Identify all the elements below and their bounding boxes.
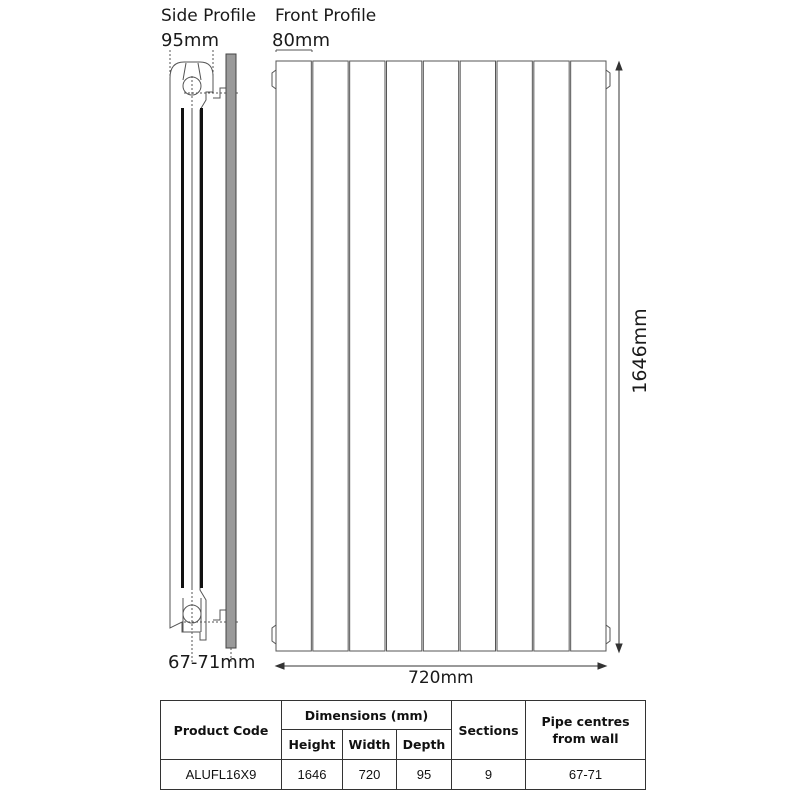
radiator-section [460,61,495,651]
cell-depth: 95 [397,760,452,790]
radiator-section [350,61,385,651]
cell-sections: 9 [452,760,526,790]
header-depth: Depth [397,730,452,760]
side-profile-title: Side Profile [161,6,257,26]
front-section-width: 80mm [272,30,330,51]
radiator-section [497,61,532,651]
radiator-section [313,61,348,651]
spec-table [160,700,646,790]
header-height: Height [282,730,343,760]
side-profile-depth: 95mm [161,30,219,51]
table-row [161,760,646,790]
header-sections: Sections [452,701,526,760]
height-dimension [616,62,622,652]
radiator-section [571,61,606,651]
cell-pipe-centres: 67-71 [526,760,646,790]
side-profile [170,50,240,664]
cell-width: 720 [343,760,397,790]
overall-height-label: 1646mm [629,308,651,394]
cell-height: 1646 [282,760,343,790]
cell-product-code: ALUFL16X9 [161,760,282,790]
radiator-section [387,61,422,651]
front-profile [272,50,610,651]
header-width: Width [343,730,397,760]
header-product-code: Product Code [161,701,282,760]
front-profile-title: Front Profile [275,6,377,26]
radiator-section [423,61,458,651]
radiator-section [276,61,311,651]
header-dimensions: Dimensions (mm) [282,701,452,730]
pipe-centres-label: 67-71mm [168,652,256,673]
radiator-section [534,61,569,651]
overall-width-label: 720mm [408,668,474,688]
header-pipe-centres: Pipe centres from wall [526,701,646,760]
